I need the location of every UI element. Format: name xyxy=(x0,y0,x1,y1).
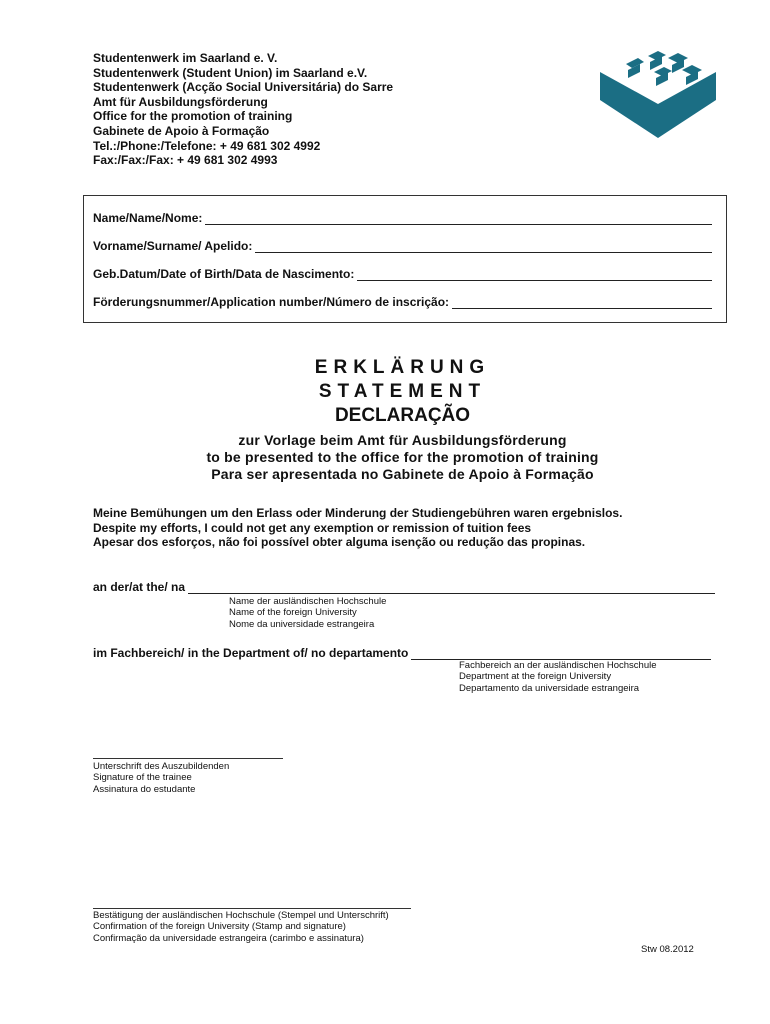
personal-data-box xyxy=(83,195,727,323)
department-label: im Fachbereich/ in the Department of/ no departamento xyxy=(93,646,409,660)
university-label: an der/at the/ na xyxy=(93,580,186,594)
confirmation-pt: Confirmação da universidade estrangeira (carimbo e assinatura) xyxy=(93,932,364,944)
name-label: Name/Name/Nome: xyxy=(93,211,203,225)
address-line: Amt für Ausbildungsförderung xyxy=(93,94,268,109)
fax-line: Fax:/Fax:/Fax: + 49 681 302 4993 xyxy=(93,153,278,168)
address-line: Studentenwerk im Saarland e. V. xyxy=(93,51,278,65)
subtitle-german: zur Vorlage beim Amt für Ausbildungsförderung xyxy=(238,432,567,448)
statement-english: Despite my efforts, I could not get any exemption or remission of tuition fees xyxy=(93,520,532,535)
university-field[interactable] xyxy=(188,582,715,594)
department-field[interactable] xyxy=(411,648,711,660)
dob-label: Geb.Datum/Date of Birth/Data de Nascimento: xyxy=(93,267,355,281)
phone-line: Tel.:/Phone:/Telefone: + 49 681 302 4992 xyxy=(93,138,321,153)
address-line: Gabinete de Apoio à Formação xyxy=(93,123,270,138)
confirmation-caption xyxy=(93,910,389,944)
trainee-signature-pt: Assinatura do estudante xyxy=(93,783,196,795)
form-version: Stw 08.2012 xyxy=(641,944,694,955)
university-hint xyxy=(229,596,386,630)
title-english: STATEMENT xyxy=(318,381,487,402)
university-hint-pt: Nome da universidade estrangeira xyxy=(229,618,375,630)
studentenwerk-logo xyxy=(598,50,718,145)
confirmation-de: Bestätigung der ausländischen Hochschule (Stempel und Unterschrift) xyxy=(93,910,389,921)
confirmation-en: Confirmation of the foreign University (Stamp and signature) xyxy=(93,921,346,933)
surname-field[interactable] xyxy=(255,240,712,253)
application-number-row xyxy=(93,293,712,309)
statement-paragraph xyxy=(93,506,622,550)
trainee-signature-en: Signature of the trainee xyxy=(93,772,192,784)
department-hint xyxy=(459,660,657,694)
statement-portuguese: Apesar dos esforços, não foi possível obter alguma isenção ou redução das propinas. xyxy=(93,535,586,550)
address-line: Office for the promotion of training xyxy=(93,109,293,124)
confirmation-signature-line[interactable] xyxy=(93,908,411,909)
university-hint-en: Name of the foreign University xyxy=(229,607,357,619)
university-row xyxy=(93,580,715,594)
department-hint-de: Fachbereich an der ausländischen Hochschule xyxy=(459,660,657,671)
application-number-field[interactable] xyxy=(452,296,712,309)
trainee-signature-line[interactable] xyxy=(93,758,283,759)
name-row xyxy=(93,209,712,225)
statement-german: Meine Bemühungen um den Erlass oder Minderung der Studiengebühren waren ergebnislos. xyxy=(93,506,623,520)
dob-row xyxy=(93,265,712,281)
surname-row xyxy=(93,237,712,253)
header-address xyxy=(93,51,393,168)
title-german: ERKLÄRUNG xyxy=(314,357,491,378)
name-field[interactable] xyxy=(205,212,712,225)
address-line: Studentenwerk (Student Union) im Saarland e.V. xyxy=(93,65,368,80)
trainee-signature-de: Unterschrift des Auszubildenden xyxy=(93,761,230,772)
department-hint-en: Department at the foreign University xyxy=(459,671,612,683)
subtitle-english: to be presented to the office for the promotion of training xyxy=(206,449,599,465)
title-portuguese: DECLARAÇÃO xyxy=(334,405,471,426)
document-title xyxy=(0,356,770,483)
address-line: Studentenwerk (Acção Social Universitária) do Sarre xyxy=(93,80,394,95)
dob-field[interactable] xyxy=(357,268,712,281)
university-hint-de: Name der ausländischen Hochschule xyxy=(229,596,387,607)
application-number-label: Förderungsnummer/Application number/Número de inscrição: xyxy=(93,295,450,309)
department-hint-pt: Departamento da universidade estrangeira xyxy=(459,682,640,694)
trainee-signature-caption xyxy=(93,761,229,795)
surname-label: Vorname/Surname/ Apelido: xyxy=(93,239,253,253)
department-row xyxy=(93,646,711,660)
subtitle-portuguese: Para ser apresentada no Gabinete de Apoio à Formação xyxy=(211,466,594,482)
